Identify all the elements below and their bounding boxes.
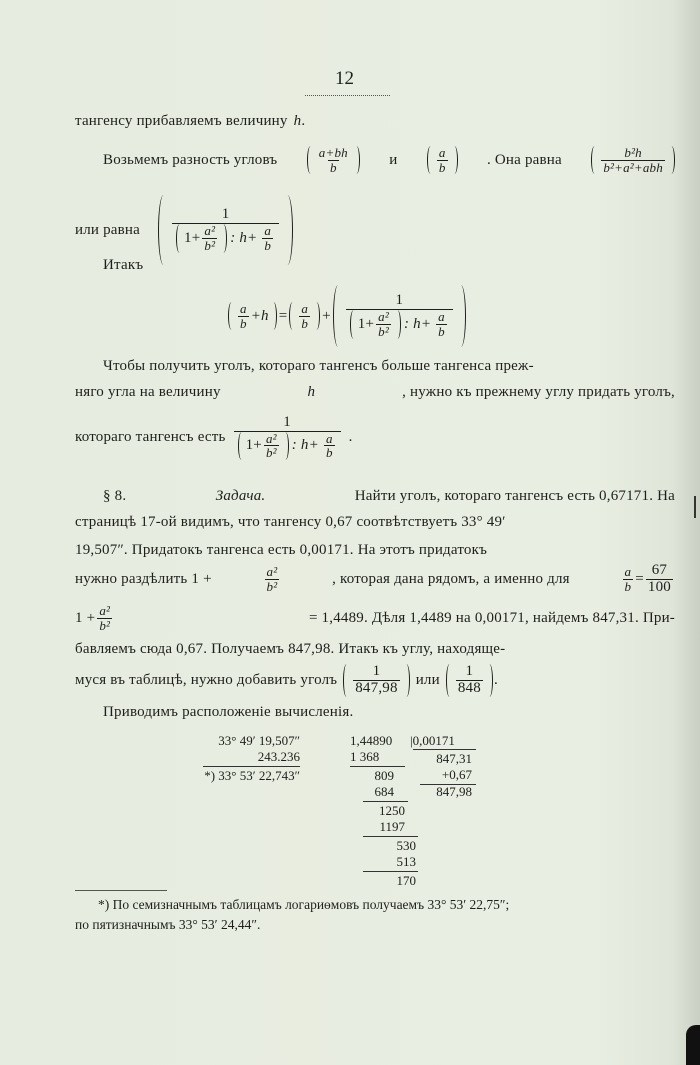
text: и: [389, 151, 398, 168]
paragraph-5-line-1: Чтобы получить уголъ, котораго тангенсъ больше тангенса преж-: [103, 358, 534, 374]
section-8-line-7: [75, 664, 675, 697]
angle-fraction-1: [307, 146, 360, 174]
section-number: § 8.: [103, 488, 127, 504]
paragraph-3: [75, 195, 675, 265]
denominator: b: [329, 159, 337, 175]
numerator: a: [240, 300, 247, 316]
text: муся въ таблицѣ, нужно добавить уголъ: [75, 671, 338, 688]
section-title: Задача.: [215, 488, 266, 504]
denominator: b²+a²+abh: [603, 159, 663, 175]
punct: .: [301, 113, 306, 129]
text: Найти уголъ, котораго тангенсъ есть 0,67171. На: [354, 488, 675, 504]
footnote-rule: [75, 890, 167, 891]
denominator: b: [301, 315, 309, 331]
numerator: 1: [221, 206, 230, 223]
paragraph-4: Итакъ: [103, 257, 144, 273]
numerator: a: [438, 309, 445, 325]
numerator: 67: [651, 562, 668, 578]
denominator: b: [624, 578, 632, 594]
calc-step: 1 368: [350, 749, 380, 764]
scan-mark: [694, 496, 696, 518]
calc-angle-start: 33° 49′ 19,507″: [218, 733, 300, 748]
calc-addend: +0,67: [441, 767, 472, 782]
text: , нужно къ прежнему углу придать уголъ,: [402, 384, 675, 400]
denominator: b²: [266, 578, 278, 594]
paragraph-1: [75, 113, 675, 130]
calc-step: 1250: [379, 803, 405, 818]
scan-corner-shadow: [686, 1025, 700, 1065]
denominator: b: [438, 323, 445, 339]
calc-quotient: 847,31: [436, 751, 472, 766]
denominator: b: [240, 315, 247, 331]
numerator: 1: [395, 292, 404, 309]
calc-rule: [363, 801, 408, 802]
calc-dividend: 1,44890: [350, 733, 393, 748]
text: няго угла на величину: [75, 384, 221, 400]
denominator: 100: [647, 578, 671, 595]
main-equation: [228, 285, 466, 347]
calc-step: 809: [374, 768, 394, 783]
difference-fraction: [591, 146, 675, 174]
text: или: [415, 671, 440, 688]
punct: .: [348, 429, 353, 446]
term: 1+: [357, 315, 375, 332]
calc-divisor: |0,00171: [410, 733, 455, 748]
numerator: a²: [265, 430, 277, 446]
numerator: a+bh: [318, 145, 348, 160]
variable: h: [307, 384, 316, 400]
denominator: b: [264, 237, 272, 253]
text: = 1,4489. Дѣля 1,4489 на 0,00171, найдемъ 847,31. При-: [308, 609, 675, 626]
term: : h+: [403, 315, 432, 332]
text: тангенсу прибавляемъ величину: [75, 113, 288, 129]
numerator: a: [438, 145, 446, 160]
calc-rule: [363, 836, 418, 837]
term: : h+: [230, 229, 258, 246]
numerator: a: [624, 564, 632, 580]
numerator: a²: [378, 309, 389, 325]
equals: =: [278, 307, 288, 324]
calc-rule: [363, 871, 418, 872]
numerator: b²h: [624, 145, 642, 160]
denominator: b²: [99, 617, 111, 633]
numerator: 1: [465, 663, 474, 679]
footnote-line-1: *) По семизначнымъ таблицамъ логариѳмовъ получаемъ 33° 53′ 22,75″;: [98, 897, 510, 912]
text: 1 +: [75, 609, 96, 626]
denominator: b: [325, 445, 333, 461]
denominator: b²: [204, 237, 216, 253]
page-number: 12: [335, 68, 354, 89]
section-8-line-5: [75, 604, 675, 632]
term: : h+: [291, 437, 319, 454]
denominator: 847,98: [355, 679, 398, 696]
numerator: a: [264, 223, 272, 239]
term: 1+: [184, 229, 201, 246]
plus: +: [322, 307, 331, 324]
text: котораго тангенсъ есть: [75, 429, 226, 446]
big-fraction: [158, 195, 293, 265]
variable: h: [293, 113, 302, 129]
calc-total: 847,98: [436, 784, 472, 799]
punct: .: [493, 671, 498, 688]
section-8-line-2: страницѣ 17-ой видимъ, что тангенсу 0,67 соотвѣтствуетъ 33° 49′: [75, 514, 506, 530]
numerator: a: [325, 430, 333, 446]
calc-step: 1197: [379, 819, 405, 834]
equals: =: [635, 570, 644, 587]
denominator: b²: [265, 445, 277, 461]
calc-angle-add: 243.236: [257, 749, 300, 764]
numerator: a²: [266, 564, 278, 580]
footnote-line-2: по пятизначнымъ 33° 53′ 24,44″.: [75, 917, 261, 932]
text: Возьмемъ разность угловъ: [103, 151, 278, 168]
section-8-line-3: 19,507″. Придатокъ тангенса есть 0,00171. На этотъ придатокъ: [75, 542, 488, 558]
numerator: 1: [283, 414, 291, 430]
numerator: a²: [99, 603, 111, 618]
text: , которая дана рядомъ, а именно для: [332, 570, 570, 587]
calc-step: 530: [396, 838, 416, 853]
section-8-line-1: [103, 488, 675, 505]
calc-step: 513: [396, 854, 416, 869]
text: . Она равна: [487, 151, 562, 168]
paragraph-6: [75, 415, 675, 460]
term: +h: [250, 307, 269, 324]
calc-angle-result: *) 33° 53′ 22,743″: [204, 768, 300, 783]
calc-rule: [350, 766, 405, 767]
calc-rule: [203, 766, 300, 767]
page-number-rule: [305, 95, 390, 96]
term: 1+: [245, 437, 262, 454]
numerator: 1: [372, 663, 381, 679]
text: или равна: [75, 221, 141, 238]
text: нужно раздѣлить 1 +: [75, 570, 212, 587]
paragraph-5-line-2: [75, 384, 675, 401]
numerator: a: [301, 300, 309, 316]
denominator: b²: [378, 323, 389, 339]
paragraph-2: [103, 146, 675, 174]
numerator: a²: [204, 223, 216, 239]
calc-remainder: 170: [396, 873, 416, 888]
denominator: b: [438, 159, 446, 175]
angle-fraction-2: [427, 146, 458, 174]
calc-rule: [413, 749, 476, 750]
section-8-line-8: Приводимъ расположенiе вычисленiя.: [103, 704, 354, 720]
calc-step: 684: [374, 784, 394, 799]
section-8-line-4: [75, 563, 675, 596]
denominator: 848: [457, 679, 481, 696]
section-8-line-6: бавляемъ сюда 0,67. Получаемъ 847,98. Итакъ къ углу, находяще-: [75, 641, 506, 657]
